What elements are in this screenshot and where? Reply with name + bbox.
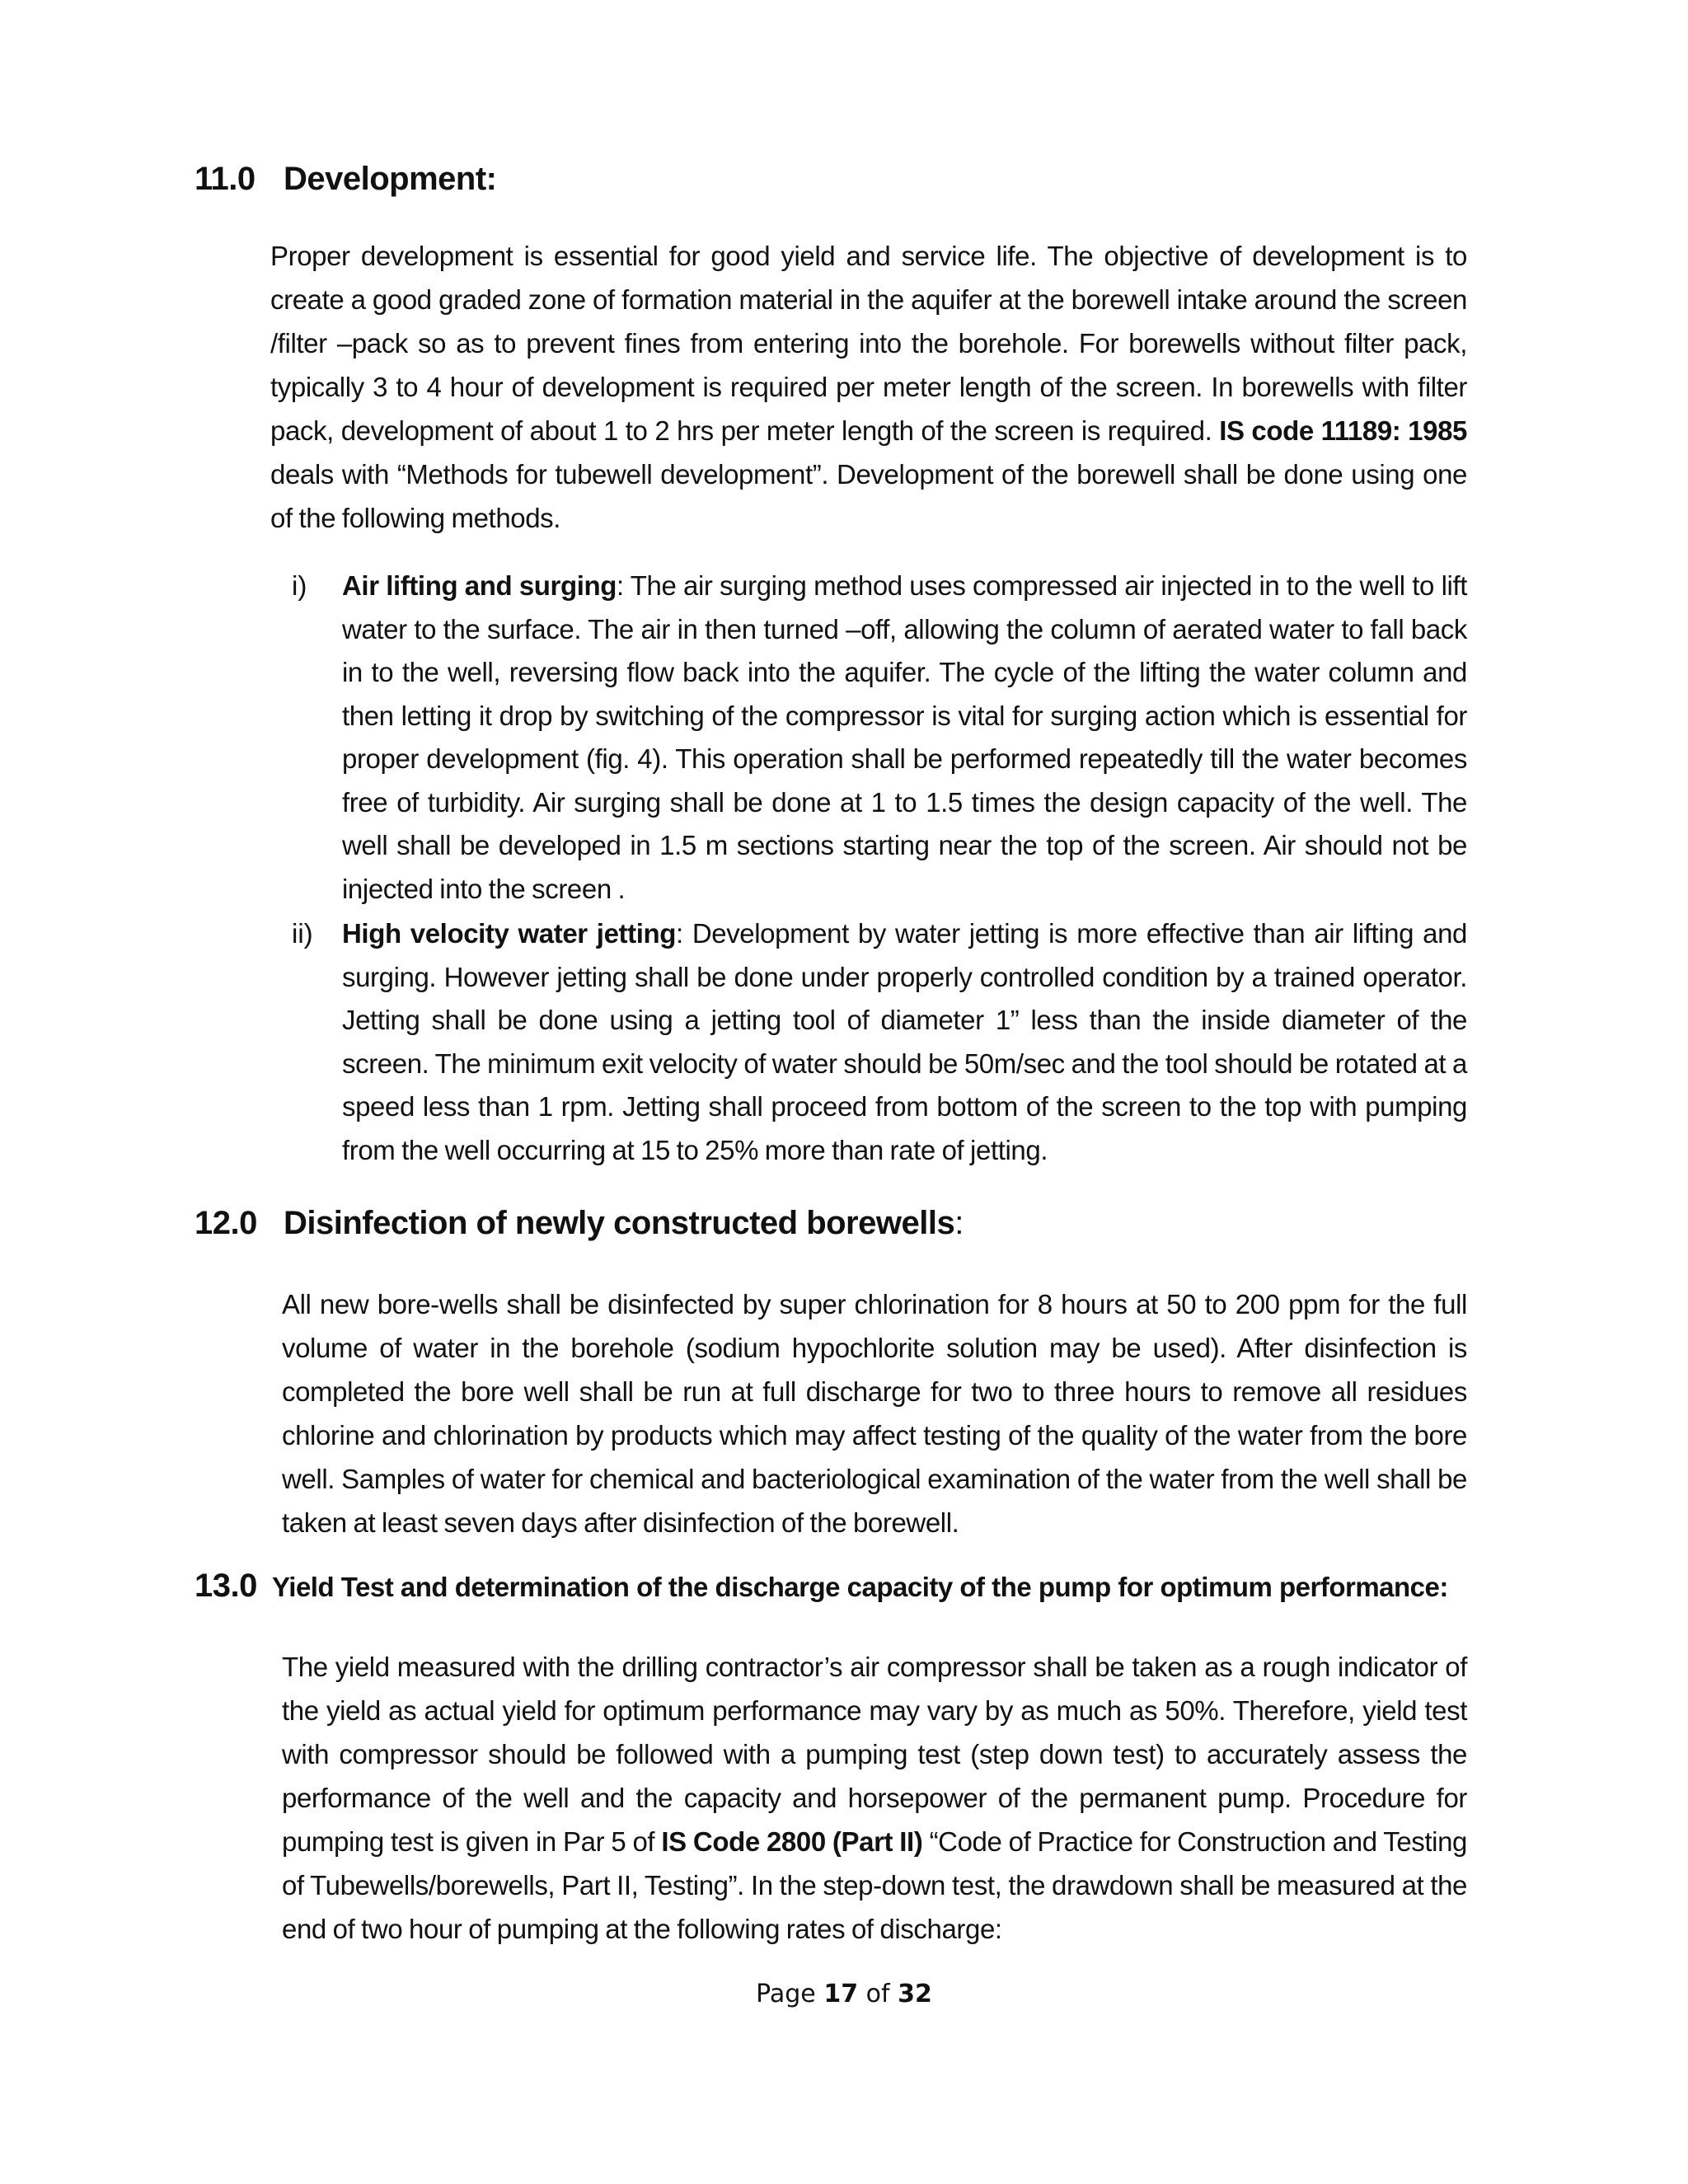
section-title: Development: xyxy=(284,161,497,197)
paragraph-text: Proper development is essential for good yield and service life. The objective of development is to create a good graded zone of formation material in the aquifer at the borewell intake around the screen /filter –pack so as to prevent fines from entering into the borehole. For borewells without filter pack, typically 3 to 4 hour of development is required per meter length of the screen. In borewells with filter pack, development of about 1 to 2 hrs per meter length of the screen is required. xyxy=(270,241,1467,446)
section-number: 12.0 xyxy=(195,1205,257,1241)
section-title: Yield Test and determination of the discharge capacity of the pump for optimum performance: xyxy=(272,1572,1448,1602)
paragraph-text: deals with “Methods for tubewell development”. Development of the borewell shall be done using one of the following methods. xyxy=(270,459,1467,533)
section-title-suffix: : xyxy=(954,1205,964,1241)
list-marker: i) xyxy=(292,570,307,601)
section-13-paragraph xyxy=(282,1645,1467,1951)
list-marker: ii) xyxy=(292,918,313,949)
section-number: 11.0 xyxy=(195,161,256,197)
list-item-text: : The air surging method uses compressed air injected in to the well to lift water to the surface. The air in then turned –off, allowing the column of aerated water to fall back in to the well, reversing flow back into the aquifer. The cycle of the lifting the water column and then letting it drop by switching of the compressor is vital for surging action which is essential for proper development (fig. 4). This operation shall be performed repeatedly till the water becomes free of turbidity. Air surging shall be done at 1 to 1.5 times the design capacity of the well. The well shall be developed in 1.5 m sections starting near the top of the screen. Air should not be injected into the screen . xyxy=(342,570,1467,904)
section-title: Disinfection of newly constructed borewells xyxy=(284,1205,955,1241)
list-item-term: Air lifting and surging xyxy=(342,570,617,601)
section-11-heading xyxy=(195,159,497,199)
paragraph-text: The yield measured with the drilling contractor’s air compressor shall be taken as a rough indicator of the yield as actual yield for optimum performance may vary by as much as 50%. Therefore, yield test with compressor should be followed with a pumping test (step down test) to accurately assess the performance of the well and the capacity and horsepower of the permanent pump. Procedure for pumping test is given in Par 5 of xyxy=(282,1652,1467,1857)
page-total: 32 xyxy=(898,1980,932,2008)
section-number: 13.0 xyxy=(195,1568,257,1604)
list-item-air-lifting xyxy=(342,565,1467,911)
list-item-water-jetting xyxy=(342,912,1467,1172)
section-12-paragraph xyxy=(282,1282,1467,1544)
page-label: Page xyxy=(756,1980,816,2008)
section-12-heading xyxy=(195,1203,964,1243)
list-item-text: : Development by water jetting is more effective than air lifting and surging. However jetting shall be done under properly controlled condition by a trained operator. Jetting shall be done using a jetting tool of diameter 1” less than the inside diameter of the screen. The minimum exit velocity of water should be 50m/sec and the tool should be rotated at a speed less than 1 rpm. Jetting shall proceed from bottom of the screen to the top with pumping from the well occurring at 15 to 25% more than rate of jetting. xyxy=(342,918,1467,1165)
of-label: of xyxy=(865,1980,890,2008)
section-13-heading xyxy=(195,1566,1448,1607)
section-11-paragraph xyxy=(270,234,1467,540)
is-code-reference: IS Code 2800 (Part II) xyxy=(661,1826,923,1857)
list-item-term: High velocity water jetting xyxy=(342,918,676,949)
paragraph-text: “Code of Practice for Construction and Testing of Tubewells/borewells, Part II, Testing”. In the step-down test, the drawdown shall be measured at the end of two hour of pumping at the following rates of discharge: xyxy=(282,1826,1467,1944)
page-current: 17 xyxy=(823,1980,859,2008)
page-footer xyxy=(0,1978,1688,2011)
paragraph-text: All new bore-wells shall be disinfected by super chlorination for 8 hours at 50 to 200 ppm for the full volume of water in the borehole (sodium hypochlorite solution may be used). After disinfection is completed the bore well shall be run at full discharge for two to three hours to remove all residues chlorine and chlorination by products which may affect testing of the quality of the water from the bore well. Samples of water for chemical and bacteriological examination of the water from the well shall be taken at least seven days after disinfection of the borewell. xyxy=(282,1289,1467,1538)
is-code-reference: IS code 11189: 1985 xyxy=(1219,415,1467,446)
